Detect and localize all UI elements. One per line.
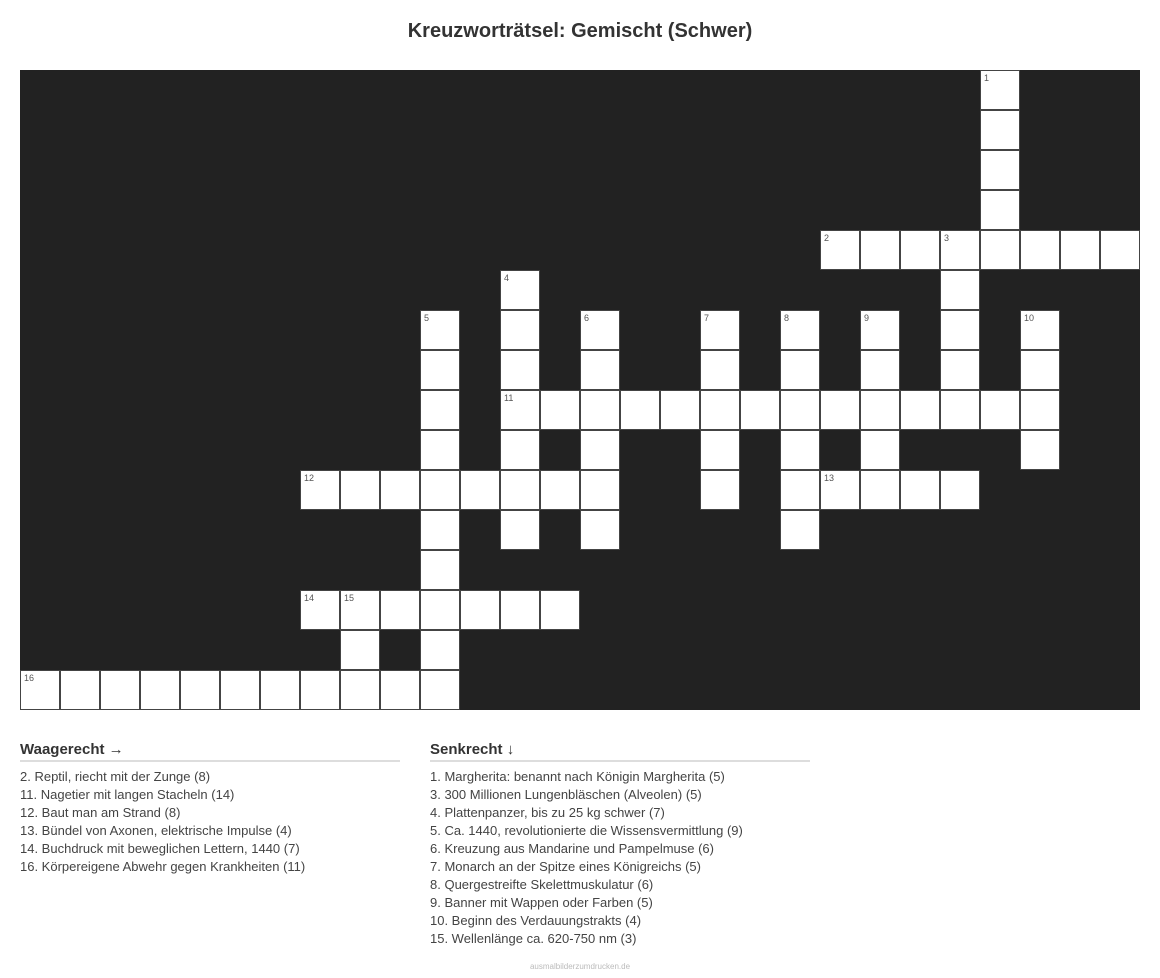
grid-cell[interactable] — [420, 550, 460, 590]
grid-cell[interactable] — [980, 70, 1020, 110]
grid-cell[interactable] — [700, 430, 740, 470]
grid-cell[interactable] — [820, 470, 860, 510]
clue-number: 12 — [304, 473, 315, 483]
grid-cell[interactable] — [980, 190, 1020, 230]
grid-cell[interactable] — [900, 230, 940, 270]
grid-cell[interactable] — [500, 510, 540, 550]
grid-cell[interactable] — [260, 670, 300, 710]
clue-number: 8 — [784, 313, 790, 323]
grid-cell[interactable] — [580, 430, 620, 470]
clue-item: 6. Kreuzung aus Mandarine und Pampelmuse (6) — [430, 841, 714, 856]
grid-cell[interactable] — [980, 150, 1020, 190]
grid-cell[interactable] — [860, 390, 900, 430]
grid-cell[interactable] — [420, 510, 460, 550]
clue-number: 6 — [584, 313, 590, 323]
across-clue-list — [20, 768, 400, 876]
grid-cell[interactable] — [940, 470, 980, 510]
grid-cell[interactable] — [340, 630, 380, 670]
across-heading: Waagerecht → — [20, 740, 400, 762]
grid-cell[interactable] — [100, 670, 140, 710]
clue-number: 16 — [24, 673, 35, 683]
grid-cell[interactable] — [940, 390, 980, 430]
grid-cell[interactable] — [500, 430, 540, 470]
clue-item: 3. 300 Millionen Lungenbläschen (Alveolen) (5) — [430, 787, 702, 802]
grid-cell[interactable] — [500, 590, 540, 630]
grid-cell[interactable] — [1020, 350, 1060, 390]
grid-cell[interactable] — [900, 470, 940, 510]
grid-cell[interactable] — [500, 390, 540, 430]
grid-cell[interactable] — [300, 590, 340, 630]
clue-number: 9 — [864, 313, 870, 323]
grid-cell[interactable] — [940, 350, 980, 390]
grid-cell[interactable] — [380, 590, 420, 630]
grid-cell[interactable] — [780, 310, 820, 350]
grid-cell[interactable] — [1020, 230, 1060, 270]
clue-number: 10 — [1024, 313, 1035, 323]
grid-cell[interactable] — [860, 350, 900, 390]
clue-number: 15 — [344, 593, 355, 603]
grid-cell[interactable] — [780, 510, 820, 550]
grid-cell[interactable] — [980, 230, 1020, 270]
grid-cell[interactable] — [420, 310, 460, 350]
grid-cell[interactable] — [420, 670, 460, 710]
grid-cell[interactable] — [580, 470, 620, 510]
grid-cell[interactable] — [540, 390, 580, 430]
clue-number: 3 — [944, 233, 950, 243]
grid-cell[interactable] — [500, 470, 540, 510]
grid-cell[interactable] — [940, 310, 980, 350]
grid-cell[interactable] — [940, 270, 980, 310]
grid-cell[interactable] — [700, 310, 740, 350]
grid-cell[interactable] — [420, 430, 460, 470]
grid-cell[interactable] — [580, 390, 620, 430]
grid-cell[interactable] — [420, 630, 460, 670]
clue-number: 5 — [424, 313, 430, 323]
clue-number: 1 — [984, 73, 990, 83]
grid-cell[interactable] — [700, 470, 740, 510]
grid-cell[interactable] — [500, 270, 540, 310]
clue-item: 12. Baut man am Strand (8) — [20, 805, 181, 820]
clue-item: 10. Beginn des Verdauungstrakts (4) — [430, 913, 642, 928]
grid-cell[interactable] — [740, 390, 780, 430]
grid-cell[interactable] — [340, 470, 380, 510]
grid-cell[interactable] — [780, 390, 820, 430]
crossword-grid — [20, 70, 1140, 710]
grid-cell[interactable] — [940, 230, 980, 270]
grid-cell[interactable] — [340, 590, 380, 630]
grid-cell[interactable] — [180, 670, 220, 710]
clue-number: 13 — [824, 473, 835, 483]
grid-cell[interactable] — [540, 470, 580, 510]
clue-item: 14. Buchdruck mit beweglichen Lettern, 1440 (7) — [20, 841, 300, 856]
grid-cell[interactable] — [1100, 230, 1140, 270]
grid-cell[interactable] — [340, 670, 380, 710]
clue-item: 5. Ca. 1440, revolutionierte die Wissensvermittlung (9) — [430, 823, 743, 838]
clue-item: 13. Bündel von Axonen, elektrische Impulse (4) — [20, 823, 292, 838]
grid-cell[interactable] — [380, 470, 420, 510]
grid-cell[interactable] — [220, 670, 260, 710]
grid-cell[interactable] — [700, 390, 740, 430]
grid-cell[interactable] — [980, 390, 1020, 430]
clue-number: 4 — [504, 273, 510, 283]
grid-cell[interactable] — [620, 390, 660, 430]
clue-number: 11 — [504, 393, 514, 403]
grid-cell[interactable] — [900, 390, 940, 430]
clue-item: 15. Wellenlänge ca. 620-750 nm (3) — [430, 931, 637, 946]
grid-cell[interactable] — [1020, 310, 1060, 350]
grid-cell[interactable] — [860, 310, 900, 350]
grid-cell[interactable] — [860, 230, 900, 270]
grid-cell[interactable] — [380, 670, 420, 710]
grid-cell[interactable] — [460, 470, 500, 510]
across-clues — [20, 740, 400, 876]
down-heading: Senkrecht ↓ — [430, 740, 810, 762]
grid-cell[interactable] — [1060, 230, 1100, 270]
grid-cell[interactable] — [540, 590, 580, 630]
grid-cell[interactable] — [300, 670, 340, 710]
grid-cell[interactable] — [580, 350, 620, 390]
grid-cell[interactable] — [140, 670, 180, 710]
grid-cell[interactable] — [860, 430, 900, 470]
clue-number: 2 — [824, 233, 830, 243]
clue-item: 9. Banner mit Wappen oder Farben (5) — [430, 895, 653, 910]
grid-cell[interactable] — [500, 350, 540, 390]
grid-cell[interactable] — [460, 590, 500, 630]
grid-cell[interactable] — [420, 350, 460, 390]
down-clues — [430, 740, 810, 948]
grid-cell[interactable] — [780, 470, 820, 510]
grid-cell[interactable] — [780, 430, 820, 470]
grid-cell[interactable] — [820, 390, 860, 430]
clue-item: 7. Monarch an der Spitze eines Königreichs (5) — [430, 859, 701, 874]
clue-number: 14 — [304, 593, 315, 603]
clue-item: 1. Margherita: benannt nach Königin Margherita (5) — [430, 769, 725, 784]
grid-cell[interactable] — [420, 390, 460, 430]
clue-item: 8. Quergestreifte Skelettmuskulatur (6) — [430, 877, 654, 892]
clue-item: 11. Nagetier mit langen Stacheln (14) — [20, 787, 235, 802]
grid-cell[interactable] — [1020, 390, 1060, 430]
grid-cell[interactable] — [500, 310, 540, 350]
grid-cell[interactable] — [580, 510, 620, 550]
clue-item: 4. Plattenpanzer, bis zu 25 kg schwer (7) — [430, 805, 665, 820]
grid-cell[interactable] — [420, 590, 460, 630]
grid-cell[interactable] — [700, 350, 740, 390]
grid-cell[interactable] — [780, 350, 820, 390]
down-clue-list — [430, 768, 810, 948]
grid-cell[interactable] — [60, 670, 100, 710]
grid-cell[interactable] — [420, 470, 460, 510]
grid-cell[interactable] — [300, 470, 340, 510]
clue-item: 16. Körpereigene Abwehr gegen Krankheiten (11) — [20, 859, 306, 874]
page-title: Kreuzworträtsel: Gemischt (Schwer) — [407, 20, 753, 42]
footer-credit: ausmalbilderzumdrucken.de — [529, 962, 631, 971]
grid-cell[interactable] — [860, 470, 900, 510]
clue-item: 2. Reptil, riecht mit der Zunge (8) — [20, 769, 211, 784]
grid-cell[interactable] — [1020, 430, 1060, 470]
grid-cell[interactable] — [580, 310, 620, 350]
grid-cell[interactable] — [20, 670, 60, 710]
grid-cell[interactable] — [980, 110, 1020, 150]
clue-number: 7 — [704, 313, 710, 323]
grid-cell[interactable] — [820, 230, 860, 270]
grid-cell[interactable] — [660, 390, 700, 430]
